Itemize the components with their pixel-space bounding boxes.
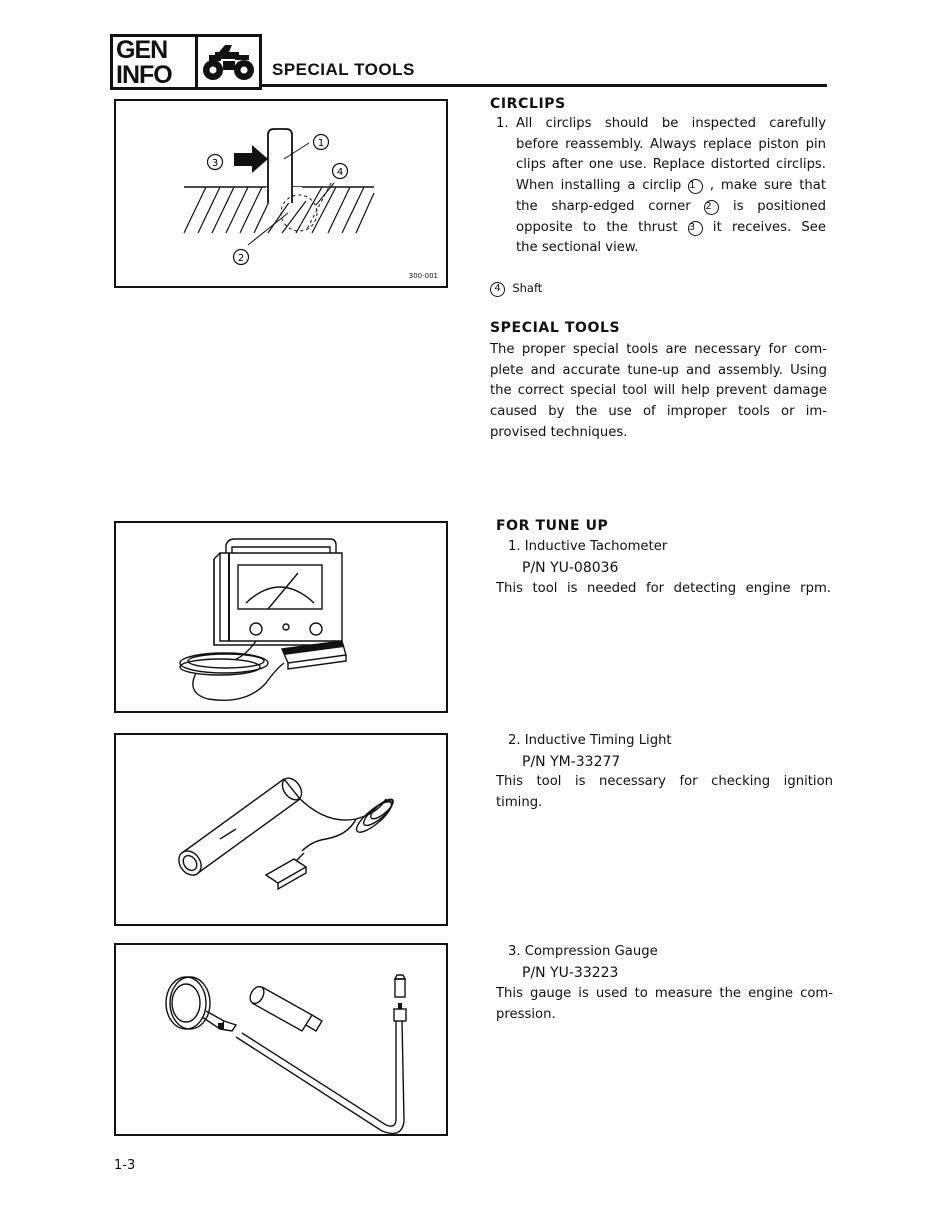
timing-light-illustration: [116, 735, 446, 924]
circlips-line-2: before reassembly. Always replace piston pin: [516, 136, 826, 152]
page-title: SPECIAL TOOLS: [272, 60, 415, 79]
tool-1-pn: P/N YU-08036: [522, 560, 619, 576]
circlip-figure: [114, 99, 448, 288]
ref-1: 1: [688, 179, 703, 194]
circlips-heading: CIRCLIPS: [490, 96, 566, 112]
tool-1-desc: This tool is needed for detecting engine rpm.: [496, 581, 831, 596]
legend-shaft: [490, 278, 542, 299]
page-number: 1-3: [114, 1158, 136, 1173]
tool-3-pn: P/N YU-33223: [522, 965, 619, 981]
tune-up-heading: FOR TUNE UP: [496, 518, 609, 534]
compression-gauge-figure: [114, 943, 448, 1136]
callout-1: 1: [317, 138, 325, 149]
badge-line-gen: GEN: [116, 36, 168, 64]
badge-divider: [195, 37, 198, 87]
special-tools-heading: SPECIAL TOOLS: [490, 320, 621, 336]
special-tools-line-2: plete and accurate tune-up and assembly. Using: [490, 362, 827, 378]
section-badge: [110, 34, 262, 90]
atv-icon: [199, 41, 259, 85]
circlip-diagram: [116, 101, 446, 286]
tool-3-desc: This gauge is used to measure the engine com- pression.: [496, 986, 833, 1022]
circlips-line-5: the sharp-edged corner 2 is positioned: [516, 198, 826, 214]
badge-label: [116, 38, 194, 88]
circlips-line-1: All circlips should be inspected carefully: [516, 116, 826, 131]
ref-2: 2: [704, 200, 719, 215]
callout-3: 3: [211, 158, 219, 169]
legend-number: 4: [490, 282, 505, 297]
circlips-item-number: 1.: [496, 116, 509, 131]
compression-gauge-illustration: [116, 945, 446, 1134]
tool-1-name: 1. Inductive Tachometer: [508, 539, 668, 554]
circlips-line-7: the sectional view.: [516, 240, 639, 256]
tachometer-illustration: [116, 523, 446, 711]
timing-light-figure: [114, 733, 448, 926]
circlips-paragraph: [516, 114, 826, 259]
figure-code: 300-001: [408, 272, 438, 280]
legend-label: Shaft: [512, 281, 543, 295]
tool-3-name: 3. Compression Gauge: [508, 944, 658, 959]
ref-3: 3: [688, 221, 703, 236]
badge-line-info: INFO: [116, 61, 172, 89]
circlips-line-6: opposite to the thrust 3 it receives. See: [516, 219, 826, 235]
special-tools-line-3: the correct special tool will help prevent damage: [490, 383, 827, 399]
circlips-line-4: When installing a circlip 1 , make sure that: [516, 178, 827, 194]
special-tools-line-1: The proper special tools are necessary for com-: [490, 342, 827, 357]
tool-2-name: 2. Inductive Timing Light: [508, 733, 672, 748]
special-tools-line-4: caused by the use of improper tools or im-: [490, 404, 827, 420]
tool-2-pn: P/N YM-33277: [522, 754, 621, 770]
tachometer-figure: [114, 521, 448, 713]
callout-2: 2: [237, 253, 245, 264]
callout-4: 4: [336, 167, 344, 178]
special-tools-line-5: provised techniques.: [490, 424, 628, 440]
tool-2-desc: This tool is necessary for checking ignition timing.: [496, 774, 833, 810]
circlips-line-3: clips after one use. Replace distorted circlips.: [516, 157, 826, 173]
header-rule: [262, 84, 827, 87]
special-tools-paragraph: [490, 340, 827, 444]
